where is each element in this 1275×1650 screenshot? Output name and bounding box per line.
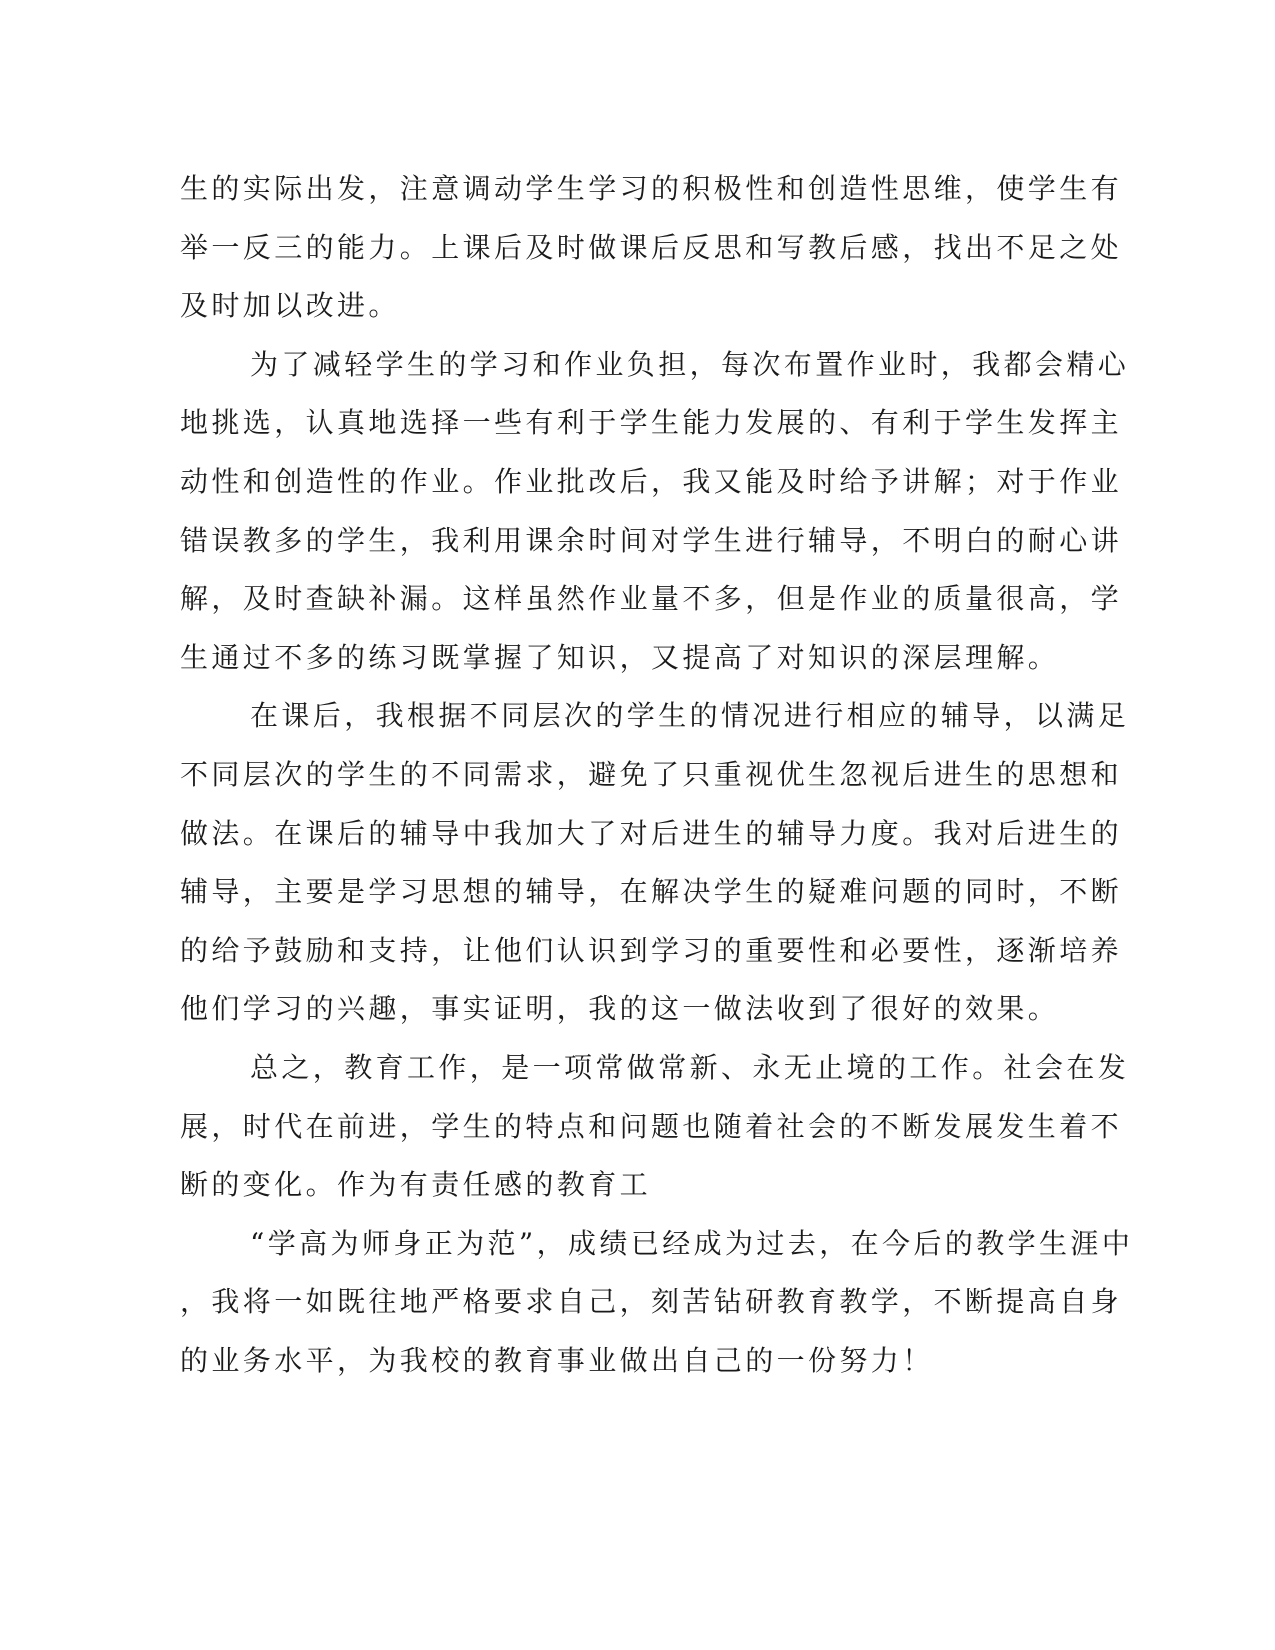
text-line: 展，时代在前进，学生的特点和问题也随着社会的不断发展发生着不 (180, 1109, 1123, 1143)
text-line: 动性和创造性的作业。作业批改后，我又能及时给予讲解；对于作业 (180, 464, 1123, 498)
text-line: 举一反三的能力。上课后及时做课后反思和写教后感，找出不足之处 (180, 230, 1123, 264)
body-text (180, 160, 1134, 1390)
text-line: 不同层次的学生的不同需求，避免了只重视优生忽视后进生的思想和 (180, 757, 1123, 791)
text-line: 做法。在课后的辅导中我加大了对后进生的辅导力度。我对后进生的 (180, 816, 1123, 850)
text-line: 他们学习的兴趣，事实证明，我的这一做法收到了很好的效果。 (180, 992, 1060, 1026)
text-line: 错误教多的学生，我利用课余时间对学生进行辅导，不明白的耐心讲 (180, 523, 1123, 557)
paragraph-start-line: 在课后，我根据不同层次的学生的情况进行相应的辅导，以满足 (250, 699, 1130, 733)
text-line: 及时加以改进。 (180, 289, 400, 323)
text-line: ，我将一如既往地严格要求自己，刻苦钻研教育教学，不断提高自身 (180, 1285, 1123, 1319)
text-line: 地挑选，认真地选择一些有利于学生能力发展的、有利于学生发挥主 (180, 406, 1123, 440)
paragraph-start-line: 为了减轻学生的学习和作业负担，每次布置作业时，我都会精心 (250, 347, 1130, 381)
text-line: 辅导，主要是学习思想的辅导，在解决学生的疑难问题的同时，不断 (180, 875, 1123, 909)
paragraph-start-line: 总之，教育工作，是一项常做常新、永无止境的工作。社会在发 (250, 1050, 1130, 1084)
text-line: 解，及时查缺补漏。这样虽然作业量不多，但是作业的质量很高，学 (180, 582, 1123, 616)
text-line: 生的实际出发，注意调动学生学习的积极性和创造性思维，使学生有 (180, 172, 1123, 205)
text-line: 生通过不多的练习既掌握了知识，又提高了对知识的深层理解。 (180, 640, 1060, 674)
text-line: 的给予鼓励和支持，让他们认识到学习的重要性和必要性，逐渐培养 (180, 933, 1123, 967)
paragraph-start-line: “学高为师身正为范”，成绩已经成为过去，在今后的教学生涯中 (250, 1226, 1134, 1260)
text-line: 断的变化。作为有责任感的教育工 (180, 1168, 652, 1202)
text-line: 的业务水平，为我校的教育事业做出自己的一份努力！ (180, 1343, 934, 1377)
